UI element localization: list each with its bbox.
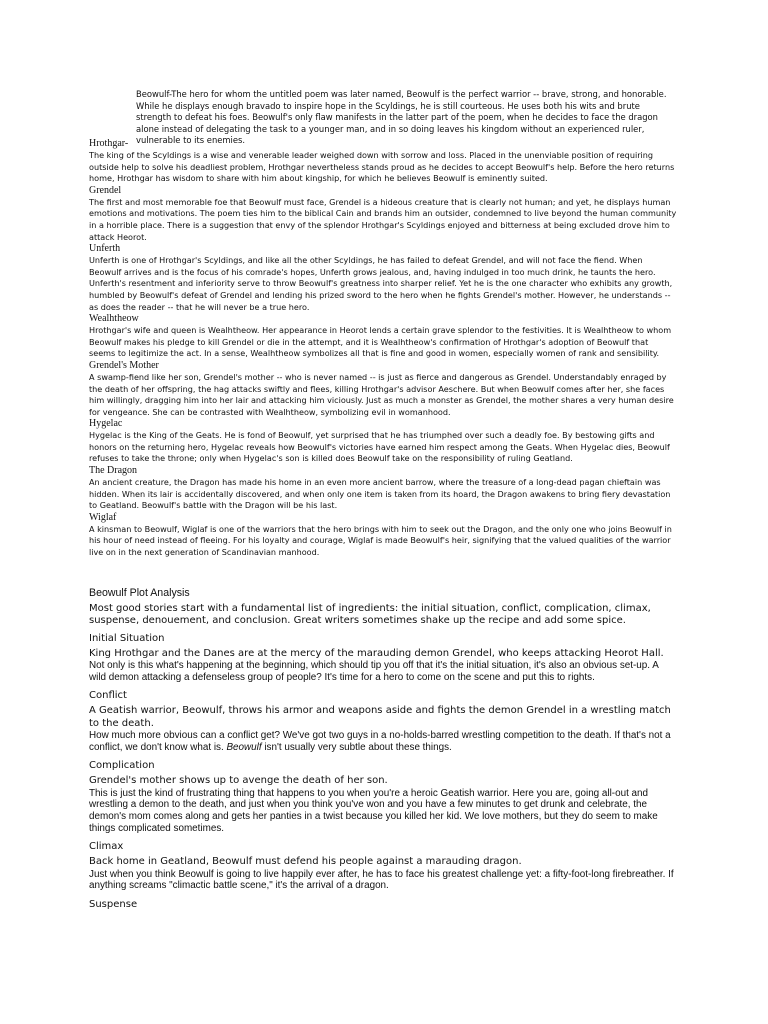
character-heading: Grendel's Mother [89,359,159,371]
character-description: An ancient creature, the Dragon has made his home in an even more ancient barrow, where the treasure of a long-dead pagan chieftain was hidden. When its lair is accidentally discovered, and when only one item is taken from its hoard, the Dragon awakens to bring fiery devastation to Geatland. Beowulf's battle with the Dragon will be his last. [89,477,671,511]
beowulf-intro-paragraph: Beowulf-The hero for whom the untitled poem was later named, Beowulf is the perfect warrior -- brave, strong, and honorable. While he displays enough bravado to inspire hope in the Scyldings, he is still courteous. He uses both his wits and brute strength to defeat his foes. Beowulf's only flaw manifests in the latter part of the poem, when he decides to face the dragon alone instead of delegating the task to a younger man, and in so doing leaves his kingdom without an experienced ruler, vulnerable to its enemies. [136,89,667,145]
initial-situation-commentary: Not only is this what's happening at the beginning, which should tip you off that it's the initial situation, it's also an obvious set-up. A wild demon attacking a defenseless group of people? It's time for a hero to come on the scene and put this to rights. [89,660,659,683]
suspense-heading: Suspense [89,898,138,910]
character-description: Hrothgar's wife and queen is Wealhtheow. Her appearance in Heorot lends a certain grave splendor to the festivities. It is Wealhtheow to whom Beowulf makes his pledge to kill Grendel or die in the attempt, and it is Wealhtheow's confirmation of Hrothgar's adoption of Beowulf that seems to legitimize the act. In a sense, Wealhtheow symbolizes all that is fine and good in women, especially women of rank and sensibility. [89,325,672,359]
character-heading: Unferth [89,243,121,255]
climax-commentary: Just when you think Beowulf is going to live happily ever after, he has to face his greatest challenge yet: a fifty-foot-long firebreather. If anything screams "climactic battle scene," it's the arrival of a dragon. [89,868,674,892]
character-list [89,138,677,559]
plot-intro-paragraph: Most good stories start with a fundamental list of ingredients: the initial situation, conflict, complication, climax, suspense, denouement, and conclusion. Great writers sometimes shake up the recipe and add some spice. [89,603,651,627]
climax-heading: Climax [89,841,124,853]
character-description: The king of the Scyldings is a wise and venerable leader weighed down with sorrow and loss. Placed in the unenviable position of requiring outside help to solve his deadliest problem, Hrothgar nevertheless stands proud as he decides to accept Beowulf's help. Before the hero returns home, Hrothgar has wisdom to share with him about kingship, for which he believes Beowulf is eminently suited. [89,150,675,184]
conflict-commentary [89,730,677,753]
conflict-commentary-text-end: isn't usually very subtle about these things. [261,741,452,753]
character-heading: Hrothgar- [89,138,129,149]
conflict-summary: A Geatish warrior, Beowulf, throws his armor and weapons aside and fights the demon Grendel in a wrestling match to the death. [89,705,671,729]
character-description: A swamp-fiend like her son, Grendel's mother -- who is never named -- is just as fierce and dangerous as Grendel. Understandably enraged by the death of her offspring, the hag attacks swiftly and flees, killing Hrothgar's advisor Aeschere. But when Beowulf comes after her, she faces him willingly, dragging him into her lair and attacking him viciously. Just as much a monster as Grendel, the mother shares a very human desire for vengeance. She can be contrasted with Wealhtheow, symbolizing evil in womanhood. [89,371,674,417]
initial-situation-summary: King Hrothgar and the Danes are at the mercy of the marauding demon Grendel, who keeps attacking Heorot Hall. [89,647,664,659]
character-heading: Wealhtheow [89,313,139,325]
complication-heading: Complication [89,760,155,772]
character-heading: Grendel [89,184,122,196]
complication-summary: Grendel's mother shows up to avenge the death of her son. [89,775,388,787]
character-heading: Hygelac [89,418,123,430]
initial-situation-heading: Initial Situation [89,632,165,644]
beowulf-title-italic: Beowulf [226,741,262,753]
character-heading: Wiglaf [89,511,117,523]
character-description: The first and most memorable foe that Beowulf must face, Grendel is a hideous creature that is clearly not human; and yet, he displays human emotions and motivations. The poem ties him to the biblical Cain and brands him an outsider, condemned to live beyond the human community in a horrible place. There is a suggestion that envy of the splendor Hrothgar's Scyldings enjoyed and bitterness at being excluded drove him to attack Heorot. [89,196,677,242]
climax-summary: Back home in Geatland, Beowulf must defend his people against a marauding dragon. [89,856,522,868]
plot-analysis-title: Beowulf Plot Analysis [89,587,190,599]
character-description: Unferth is one of Hrothgar's Scyldings, and like all the other Scyldings, he has failed to defeat Grendel, and will not face the fiend. When Beowulf arrives and is the focus of his comrade's hopes, Unferth grows jealous, and, having indulged in too much drink, he taunts the hero. Unferth's resentment and inferiority serve to throw Beowulf's greatness into sharper relief. Yet he is the one character who exhibits any growth, humbled by Beowulf's defeat of Grendel and lending his prized sword to the hero when he fights Grendel's mother. However, he understands -- as does the reader -- that he will never be a true hero. [89,255,673,312]
character-heading: The Dragon [89,465,138,477]
character-description: Hygelac is the King of the Geats. He is fond of Beowulf, yet surprised that he has triumphed over such a deadly foe. By bestowing gifts and honors on the returning hero, Hygelac reveals how Beowulf's victories have earned him respect among the Geats. When Hygelac dies, Beowulf refuses to take the throne; only when Hygelac's son is killed does Beowulf take on the responsibility of ruling Geatland. [89,430,670,464]
character-description: A kinsman to Beowulf, Wiglaf is one of the warriors that the hero brings with him to seek out the Dragon, and the only one who joins Beowulf in his hour of need instead of fleeing. For his loyalty and courage, Wiglaf is made Beowulf's heir, signifying that the valued qualities of the warrior live on in the next generation of Scandinavian manhood. [89,523,672,558]
plot-analysis-section [89,587,677,914]
complication-commentary: This is just the kind of frustrating thing that happens to you when you're a heroic Geatish warrior. Here you are, going all-out and wrestling a demon to the death, and just when you think you've won and you have a few minutes to get drunk and celebrate, the demon's mom comes along and gets her panties in a twist because you killed her kid. We love mothers, but they do seem to make things complicated sometimes. [89,787,658,834]
conflict-heading: Conflict [89,690,127,702]
conflict-commentary-text: How much more obvious can a conflict get? We've got two guys in a no-holds-barred wrestling competition to the death. If that's not a conflict, we don't know what is. [89,730,671,753]
